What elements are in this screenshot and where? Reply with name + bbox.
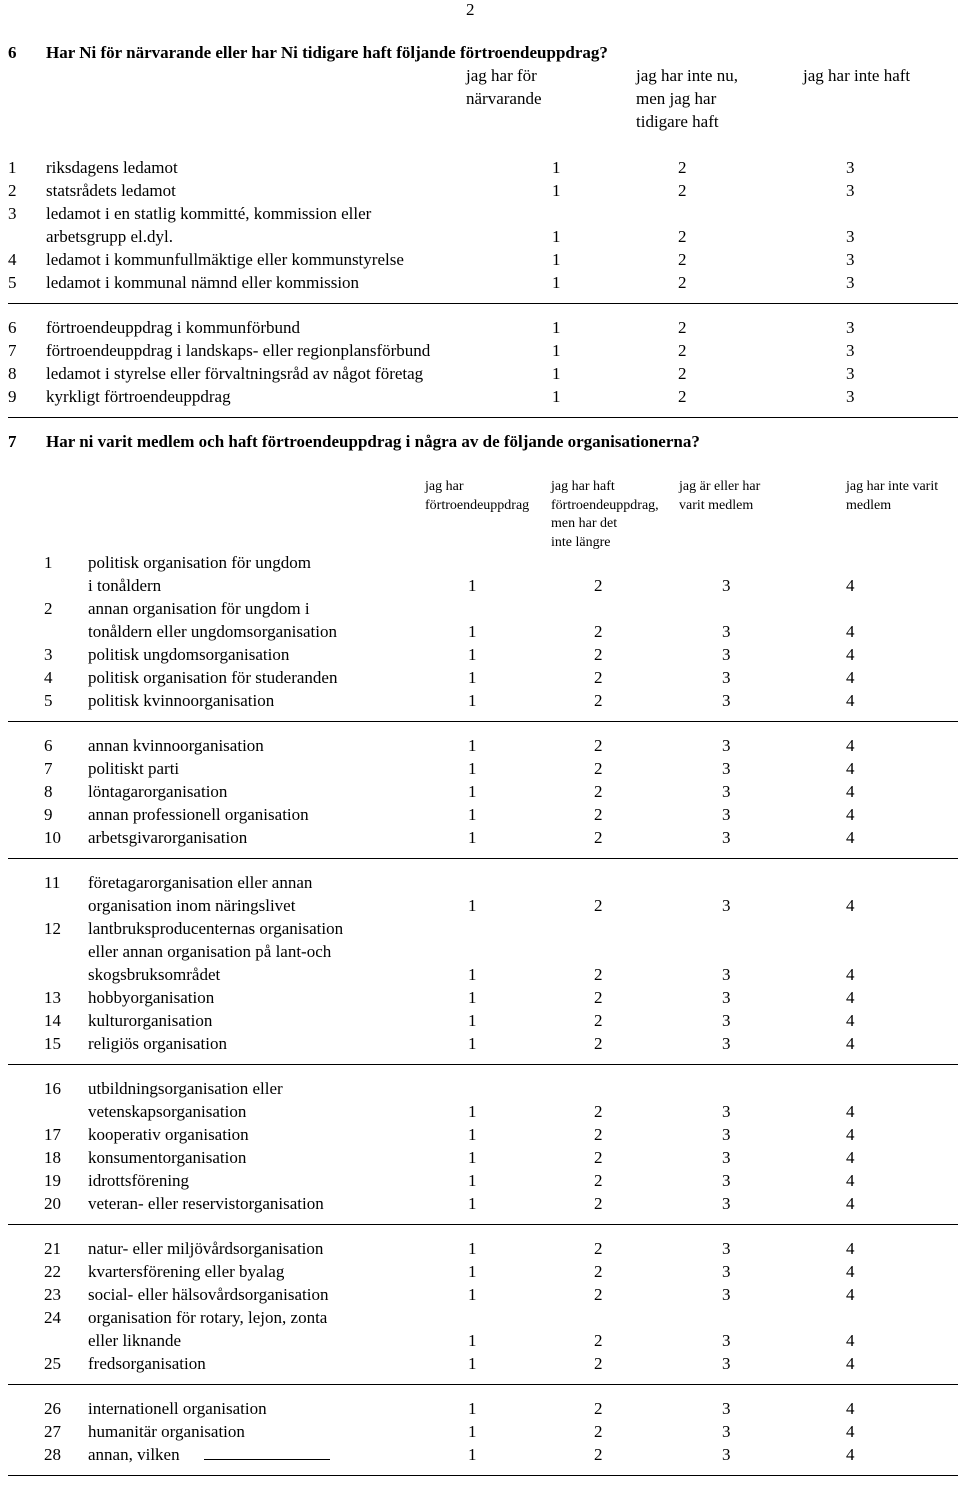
- q7-option-value: 4: [846, 1445, 855, 1464]
- q6-option-value: 1: [552, 364, 561, 383]
- q7-row-number: 22: [44, 1262, 61, 1281]
- q7-row-number: 17: [44, 1125, 61, 1144]
- q7-row-label: tonåldern eller ungdomsorganisation: [88, 622, 337, 641]
- q7-option-value: 2: [594, 622, 603, 641]
- q7-option-value: 1: [468, 805, 477, 824]
- q7-option-value: 4: [846, 1034, 855, 1053]
- q7-option-value: 2: [594, 645, 603, 664]
- q7-option-value: 1: [468, 1285, 477, 1304]
- q7-option-value: 3: [722, 782, 731, 801]
- q7-option-value: 2: [594, 828, 603, 847]
- q6-option-value: 2: [678, 364, 687, 383]
- q7-row-number: 16: [44, 1079, 61, 1098]
- q6-option-value: 1: [552, 318, 561, 337]
- q7-option-value: 2: [594, 736, 603, 755]
- q6-option-value: 2: [678, 318, 687, 337]
- q7-option-value: 3: [722, 1011, 731, 1030]
- q6-row-label: ledamot i kommunfullmäktige eller kommunstyrelse: [46, 250, 404, 269]
- q7-option-value: 1: [468, 576, 477, 595]
- q7-option-value: 2: [594, 965, 603, 984]
- q7-row-number: 27: [44, 1422, 61, 1441]
- q7-option-value: 4: [846, 622, 855, 641]
- q6-option-value: 2: [678, 387, 687, 406]
- section-divider: [8, 1475, 958, 1476]
- q6-option-value: 2: [678, 341, 687, 360]
- q7-row-number: 24: [44, 1308, 61, 1327]
- q7-row-label: kulturorganisation: [88, 1011, 213, 1030]
- q6-option-value: 1: [552, 341, 561, 360]
- q7-option-value: 4: [846, 1239, 855, 1258]
- q7-option-value: 2: [594, 1354, 603, 1373]
- q7-option-value: 1: [468, 1399, 477, 1418]
- q7-row-label: politisk organisation för ungdom: [88, 553, 312, 572]
- q6-option-value: 1: [552, 387, 561, 406]
- q7-row-label: internationell organisation: [88, 1399, 267, 1418]
- q7-row-label: humanitär organisation: [88, 1422, 245, 1441]
- q7-option-value: 4: [846, 1331, 855, 1350]
- q6-column-header: tidigare haft: [636, 112, 719, 131]
- q7-row-number: 15: [44, 1034, 61, 1053]
- section-divider: [8, 417, 958, 418]
- section-divider: [8, 858, 958, 859]
- q7-option-value: 1: [468, 759, 477, 778]
- q7-option-value: 3: [722, 1399, 731, 1418]
- q7-row-label: organisation inom näringslivet: [88, 896, 296, 915]
- q7-row-label: annan, vilken: [88, 1443, 330, 1466]
- q7-option-value: 2: [594, 1102, 603, 1121]
- q7-option-value: 1: [468, 1011, 477, 1030]
- q7-row-number: 28: [44, 1445, 61, 1464]
- q6-option-value: 3: [846, 250, 855, 269]
- q6-option-value: 1: [552, 273, 561, 292]
- q7-row-label: i tonåldern: [88, 576, 162, 595]
- q7-option-value: 4: [846, 1194, 855, 1213]
- q7-option-value: 4: [846, 759, 855, 778]
- q7-row-number: 1: [44, 553, 53, 572]
- q7-option-value: 1: [468, 1125, 477, 1144]
- q7-option-value: 3: [722, 1239, 731, 1258]
- q7-title: Har ni varit medlem och haft förtroendeuppdrag i några av de följande organisationerna?: [46, 432, 700, 451]
- q7-row-number: 12: [44, 919, 61, 938]
- q7-option-value: 1: [468, 1148, 477, 1167]
- q7-column-header: inte längre: [551, 534, 611, 550]
- q7-option-value: 3: [722, 645, 731, 664]
- q7-option-value: 2: [594, 691, 603, 710]
- q6-row-number: 1: [8, 158, 17, 177]
- q7-row-number: 21: [44, 1239, 61, 1258]
- q7-option-value: 3: [722, 1034, 731, 1053]
- q7-row-label: hobbyorganisation: [88, 988, 215, 1007]
- q7-column-header: jag har haft: [551, 479, 615, 494]
- q7-option-value: 3: [722, 828, 731, 847]
- q7-option-value: 3: [722, 576, 731, 595]
- q7-option-value: 3: [722, 1331, 731, 1350]
- q7-option-value: 3: [722, 965, 731, 984]
- q6-option-value: 3: [846, 341, 855, 360]
- q7-row-label: politisk organisation för studeranden: [88, 668, 338, 687]
- q7-row-number: 9: [44, 805, 53, 824]
- q7-option-value: 4: [846, 1011, 855, 1030]
- q7-option-value: 2: [594, 1011, 603, 1030]
- q7-option-value: 1: [468, 668, 477, 687]
- q7-option-value: 3: [722, 1148, 731, 1167]
- q6-option-value: 2: [678, 250, 687, 269]
- q7-option-value: 1: [468, 1034, 477, 1053]
- q7-option-value: 4: [846, 805, 855, 824]
- q7-option-value: 1: [468, 965, 477, 984]
- q7-option-value: 1: [468, 645, 477, 664]
- q6-column-header: men jag har: [636, 89, 717, 108]
- q7-option-value: 2: [594, 1125, 603, 1144]
- q7-option-value: 3: [722, 1445, 731, 1464]
- q6-row-label: ledamot i en statlig kommitté, kommission eller: [46, 204, 372, 223]
- q7-row-number: 11: [44, 873, 61, 892]
- q7-row-number: 4: [44, 668, 53, 687]
- q6-column-header: jag har för: [466, 66, 537, 85]
- section-divider: [8, 721, 958, 722]
- q7-option-value: 4: [846, 691, 855, 710]
- q7-row-number: 25: [44, 1354, 61, 1373]
- q7-row-number: 14: [44, 1011, 61, 1030]
- q7-option-value: 3: [722, 1285, 731, 1304]
- q6-option-value: 3: [846, 227, 855, 246]
- q6-column-header: jag har inte nu,: [636, 66, 738, 85]
- q7-option-value: 3: [722, 691, 731, 710]
- q6-option-value: 1: [552, 181, 561, 200]
- q6-row-number: 2: [8, 181, 17, 200]
- q7-option-value: 2: [594, 1422, 603, 1441]
- q7-option-value: 4: [846, 1148, 855, 1167]
- q6-option-value: 2: [678, 227, 687, 246]
- q7-row-number: 3: [44, 645, 53, 664]
- q7-option-value: 4: [846, 1171, 855, 1190]
- q7-row-label: annan organisation för ungdom i: [88, 599, 310, 618]
- q7-row-number: 23: [44, 1285, 61, 1304]
- q7-option-value: 3: [722, 805, 731, 824]
- q6-row-number: 3: [8, 204, 17, 223]
- q6-row-label: statsrådets ledamot: [46, 181, 176, 200]
- q7-option-value: 1: [468, 1422, 477, 1441]
- q7-row-label: utbildningsorganisation eller: [88, 1079, 283, 1098]
- q6-row-number: 8: [8, 364, 17, 383]
- q7-option-value: 1: [468, 988, 477, 1007]
- q7-option-value: 4: [846, 736, 855, 755]
- q7-column-header: varit medlem: [679, 497, 754, 513]
- q6-row-label: kyrkligt förtroendeuppdrag: [46, 387, 231, 406]
- q6-row-number: 5: [8, 273, 17, 292]
- q7-option-value: 1: [468, 1171, 477, 1190]
- q7-option-value: 1: [468, 896, 477, 915]
- q7-option-value: 1: [468, 782, 477, 801]
- q6-row-label: ledamot i styrelse eller förvaltningsråd av något företag: [46, 364, 424, 383]
- q7-option-value: 4: [846, 1354, 855, 1373]
- q7-number: 7: [8, 432, 17, 451]
- q6-row-label: förtroendeuppdrag i kommunförbund: [46, 318, 300, 337]
- q7-option-value: 4: [846, 1399, 855, 1418]
- q6-option-value: 3: [846, 364, 855, 383]
- q7-column-header: men har det: [551, 516, 618, 531]
- q7-row-number: 6: [44, 736, 53, 755]
- q7-option-value: 1: [468, 1445, 477, 1464]
- q7-option-value: 1: [468, 1262, 477, 1281]
- q7-option-value: 2: [594, 988, 603, 1007]
- q7-option-value: 3: [722, 1102, 731, 1121]
- q7-option-value: 2: [594, 1239, 603, 1258]
- q7-option-value: 2: [594, 668, 603, 687]
- q7-option-value: 4: [846, 1262, 855, 1281]
- q7-row-label: fredsorganisation: [88, 1354, 206, 1373]
- q7-row-number: 26: [44, 1399, 61, 1418]
- q7-option-value: 2: [594, 576, 603, 595]
- q7-row-label: eller annan organisation på lant-och: [88, 942, 332, 961]
- q7-row-label: löntagarorganisation: [88, 782, 228, 801]
- q6-row-label: arbetsgrupp el.dyl.: [46, 227, 173, 246]
- q7-column-header: medlem: [846, 497, 892, 513]
- q7-option-value: 2: [594, 1262, 603, 1281]
- q7-option-value: 2: [594, 1171, 603, 1190]
- q7-row-label: organisation för rotary, lejon, zonta: [88, 1308, 328, 1327]
- q7-option-value: 4: [846, 1285, 855, 1304]
- q7-option-value: 3: [722, 988, 731, 1007]
- q6-option-value: 2: [678, 158, 687, 177]
- q7-option-value: 1: [468, 1354, 477, 1373]
- q7-column-header: jag har: [425, 479, 464, 494]
- q7-option-value: 2: [594, 782, 603, 801]
- q7-option-value: 3: [722, 759, 731, 778]
- q7-row-label: kooperativ organisation: [88, 1125, 249, 1144]
- q7-option-value: 1: [468, 1331, 477, 1350]
- q6-option-value: 2: [678, 181, 687, 200]
- q7-row-number: 18: [44, 1148, 61, 1167]
- q7-row-label: vetenskapsorganisation: [88, 1102, 247, 1121]
- q7-option-value: 3: [722, 1171, 731, 1190]
- q6-column-header: närvarande: [466, 89, 542, 108]
- q7-option-value: 3: [722, 1194, 731, 1213]
- q7-column-header: förtroendeuppdrag,: [551, 497, 659, 513]
- q7-option-value: 4: [846, 1422, 855, 1441]
- q7-option-value: 1: [468, 828, 477, 847]
- q7-option-value: 2: [594, 805, 603, 824]
- write-in-blank[interactable]: [204, 1444, 330, 1460]
- q7-option-value: 4: [846, 988, 855, 1007]
- q7-row-label: konsumentorganisation: [88, 1148, 247, 1167]
- q7-option-value: 3: [722, 1354, 731, 1373]
- q6-option-value: 3: [846, 181, 855, 200]
- q7-option-value: 4: [846, 965, 855, 984]
- q7-option-value: 1: [468, 1194, 477, 1213]
- q7-row-label: social- eller hälsovårdsorganisation: [88, 1285, 329, 1304]
- section-divider: [8, 1224, 958, 1225]
- q7-row-label: annan professionell organisation: [88, 805, 309, 824]
- q7-column-header: jag har inte varit: [846, 479, 939, 494]
- q6-option-value: 3: [846, 273, 855, 292]
- q7-option-value: 1: [468, 691, 477, 710]
- q7-option-value: 4: [846, 645, 855, 664]
- q7-option-value: 2: [594, 1399, 603, 1418]
- q6-row-label: förtroendeuppdrag i landskaps- eller regionplansförbund: [46, 341, 431, 360]
- q7-row-label: politisk ungdomsorganisation: [88, 645, 290, 664]
- q7-row-label: skogsbruksområdet: [88, 965, 221, 984]
- page-number: 2: [466, 0, 475, 19]
- q6-option-value: 1: [552, 250, 561, 269]
- q7-row-number: 8: [44, 782, 53, 801]
- q7-option-value: 4: [846, 782, 855, 801]
- q6-row-number: 7: [8, 341, 17, 360]
- q7-row-number: 20: [44, 1194, 61, 1213]
- q7-option-value: 2: [594, 1445, 603, 1464]
- q7-option-value: 2: [594, 1194, 603, 1213]
- q7-row-number: 5: [44, 691, 53, 710]
- q7-row-label: veteran- eller reservistorganisation: [88, 1194, 324, 1213]
- q7-option-value: 3: [722, 1422, 731, 1441]
- q6-row-number: 9: [8, 387, 17, 406]
- q7-option-value: 4: [846, 1125, 855, 1144]
- q6-title: Har Ni för närvarande eller har Ni tidigare haft följande förtroendeuppdrag?: [46, 43, 608, 62]
- q7-option-value: 3: [722, 1125, 731, 1144]
- q7-row-label: företagarorganisation eller annan: [88, 873, 313, 892]
- q7-option-value: 4: [846, 828, 855, 847]
- q7-row-label: idrottsförening: [88, 1171, 190, 1190]
- q7-option-value: 3: [722, 736, 731, 755]
- q7-row-label: eller liknande: [88, 1331, 181, 1350]
- q6-column-header: jag har inte haft: [803, 66, 911, 85]
- q7-column-header: förtroendeuppdrag: [425, 497, 530, 513]
- q6-option-value: 1: [552, 227, 561, 246]
- q6-number: 6: [8, 43, 17, 62]
- q6-row-label: ledamot i kommunal nämnd eller kommission: [46, 273, 360, 292]
- q7-option-value: 1: [468, 1239, 477, 1258]
- q6-row-number: 4: [8, 250, 17, 269]
- q6-option-value: 3: [846, 387, 855, 406]
- q7-row-label: politiskt parti: [88, 759, 180, 778]
- q7-row-label: lantbruksproducenternas organisation: [88, 919, 344, 938]
- q7-option-value: 4: [846, 668, 855, 687]
- q7-row-number: 7: [44, 759, 53, 778]
- q7-option-value: 2: [594, 896, 603, 915]
- q7-option-value: 2: [594, 1285, 603, 1304]
- q7-option-value: 3: [722, 622, 731, 641]
- q6-option-value: 2: [678, 273, 687, 292]
- q7-row-number: 2: [44, 599, 53, 618]
- section-divider: [8, 303, 958, 304]
- q7-option-value: 1: [468, 622, 477, 641]
- q7-row-number: 19: [44, 1171, 61, 1190]
- q6-row-label: riksdagens ledamot: [46, 158, 178, 177]
- q7-option-value: 2: [594, 1331, 603, 1350]
- q7-option-value: 3: [722, 1262, 731, 1281]
- q7-row-label: arbetsgivarorganisation: [88, 828, 248, 847]
- q6-option-value: 3: [846, 318, 855, 337]
- q7-row-label: politisk kvinnoorganisation: [88, 691, 275, 710]
- q7-option-value: 4: [846, 896, 855, 915]
- q7-option-value: 2: [594, 759, 603, 778]
- q6-option-value: 3: [846, 158, 855, 177]
- q7-option-value: 2: [594, 1148, 603, 1167]
- q7-option-value: 1: [468, 1102, 477, 1121]
- q7-option-value: 1: [468, 736, 477, 755]
- q7-row-label: annan kvinnoorganisation: [88, 736, 264, 755]
- q7-option-value: 2: [594, 1034, 603, 1053]
- q7-option-value: 3: [722, 668, 731, 687]
- section-divider: [8, 1064, 958, 1065]
- q7-row-label: kvartersförening eller byalag: [88, 1262, 285, 1281]
- q7-column-header: jag är eller har: [679, 479, 761, 494]
- q7-option-value: 3: [722, 896, 731, 915]
- q7-row-number: 10: [44, 828, 61, 847]
- q7-row-number: 13: [44, 988, 61, 1007]
- q7-row-label: natur- eller miljövårdsorganisation: [88, 1239, 324, 1258]
- q7-option-value: 4: [846, 1102, 855, 1121]
- q7-option-value: 4: [846, 576, 855, 595]
- section-divider: [8, 1384, 958, 1385]
- q7-row-label: religiös organisation: [88, 1034, 227, 1053]
- q6-option-value: 1: [552, 158, 561, 177]
- q6-row-number: 6: [8, 318, 17, 337]
